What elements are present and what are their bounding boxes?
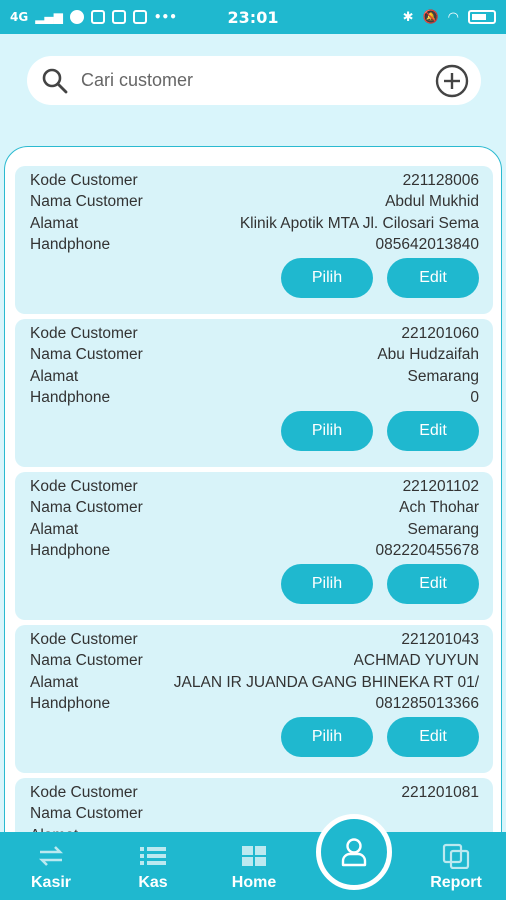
grid-icon [241, 844, 267, 868]
handphone-label: Handphone [30, 541, 111, 559]
app-notification-icon [91, 10, 105, 24]
network-type: 4G [10, 10, 29, 24]
alamat-value: Semarang [407, 520, 479, 538]
alamat-label: Alamat [30, 520, 79, 538]
nav-home[interactable] [226, 832, 282, 900]
user-icon [340, 837, 368, 867]
list-icon [139, 844, 167, 868]
nama-row [30, 344, 479, 365]
customer-list-panel[interactable] [4, 146, 502, 846]
more-notifications-icon: ••• [153, 10, 177, 24]
kode-row [30, 323, 479, 344]
alamat-label: Alamat [30, 214, 79, 232]
nama-label: Nama Customer [30, 499, 143, 517]
status-right [403, 10, 496, 25]
nama-row [30, 650, 479, 671]
center-profile-button[interactable] [316, 814, 392, 890]
handphone-value: 085642013840 [375, 235, 479, 253]
chat-notification-icon [70, 10, 84, 24]
handphone-row [30, 234, 479, 255]
alamat-value: Klinik Apotik MTA Jl. Cilosari Sema [239, 214, 479, 232]
kode-label: Kode Customer [30, 784, 138, 801]
kode-row [30, 170, 479, 191]
handphone-label: Handphone [30, 388, 111, 406]
handphone-row [30, 540, 479, 561]
customer-card [15, 166, 493, 314]
handphone-row [30, 387, 479, 408]
kode-label: Kode Customer [30, 478, 138, 495]
bluetooth-icon: ✱ [402, 9, 414, 25]
alamat-row [30, 213, 479, 234]
alamat-value: JALAN IR JUANDA GANG BHINEKA RT 01/ [173, 673, 479, 691]
swap-arrows-icon [37, 844, 65, 868]
status-bar [0, 0, 506, 34]
nav-kasir[interactable] [22, 832, 80, 900]
handphone-value: 082220455678 [375, 541, 479, 559]
status-time: 23:01 [227, 7, 279, 27]
customer-card [15, 472, 493, 620]
kode-label: Kode Customer [30, 631, 138, 648]
kode-value: 221201060 [401, 325, 479, 342]
kode-label: Kode Customer [30, 325, 138, 342]
alamat-row [30, 519, 479, 540]
card-actions [281, 258, 479, 298]
alamat-label: Alamat [30, 367, 79, 385]
pilih-button[interactable]: Pilih [281, 411, 373, 451]
nav-report[interactable] [424, 832, 488, 900]
alamat-row [30, 366, 479, 387]
kode-row [30, 476, 479, 497]
handphone-row [30, 693, 479, 714]
nama-value: Abdul Mukhid [385, 193, 479, 211]
nama-label: Nama Customer [30, 346, 143, 364]
mute-icon: 🔕 [422, 9, 439, 25]
kode-value: 221201081 [401, 784, 479, 801]
handphone-value: 0 [470, 388, 479, 406]
kode-value: 221201102 [402, 478, 479, 495]
add-circle-icon[interactable] [435, 64, 469, 98]
alamat-row [30, 672, 479, 693]
pilih-button[interactable]: Pilih [281, 258, 373, 298]
nama-value: ACHMAD YUYUN [353, 652, 479, 670]
signal-icon: ▂▄▆ [35, 10, 63, 24]
alamat-value: Semarang [407, 367, 479, 385]
edit-button[interactable]: Edit [387, 564, 479, 604]
copy-icon [442, 844, 470, 868]
nav-kas-label: Kas [138, 874, 168, 891]
card-actions [281, 564, 479, 604]
card-actions [281, 717, 479, 757]
edit-button[interactable]: Edit [387, 717, 479, 757]
pilih-button[interactable]: Pilih [281, 717, 373, 757]
alamat-label: Alamat [30, 673, 79, 691]
nav-kasir-label: Kasir [30, 874, 72, 891]
kode-value: 221128006 [402, 172, 479, 189]
nama-value: Abu Hudzaifah [377, 346, 479, 364]
customer-card [15, 319, 493, 467]
nama-label: Nama Customer [30, 805, 143, 823]
battery-icon [468, 10, 496, 24]
app-notification-icon [112, 10, 126, 24]
bottom-nav [0, 832, 506, 900]
nav-home-label: Home [231, 874, 277, 891]
status-left [10, 10, 177, 24]
search-icon [41, 67, 69, 95]
pilih-button[interactable]: Pilih [281, 564, 373, 604]
nama-row [30, 497, 479, 518]
search-input[interactable] [81, 70, 435, 91]
kode-label: Kode Customer [30, 172, 138, 189]
search-bar[interactable] [27, 56, 481, 105]
handphone-label: Handphone [30, 235, 111, 253]
nama-label: Nama Customer [30, 652, 143, 670]
handphone-value: 081285013366 [375, 694, 479, 712]
card-actions [281, 411, 479, 451]
customer-list [15, 166, 493, 846]
edit-button[interactable]: Edit [387, 411, 479, 451]
nav-kas[interactable] [126, 832, 180, 900]
nama-row [30, 803, 479, 824]
kode-value: 221201043 [401, 631, 479, 648]
nama-value: Ach Thohar [399, 499, 479, 517]
kode-row [30, 782, 479, 803]
wifi-icon: ◠ [447, 9, 459, 25]
instagram-icon [133, 10, 147, 24]
edit-button[interactable]: Edit [387, 258, 479, 298]
nama-row [30, 191, 479, 212]
nama-label: Nama Customer [30, 193, 143, 211]
handphone-label: Handphone [30, 694, 111, 712]
customer-card [15, 625, 493, 773]
nav-report-label: Report [430, 874, 482, 891]
kode-row [30, 629, 479, 650]
